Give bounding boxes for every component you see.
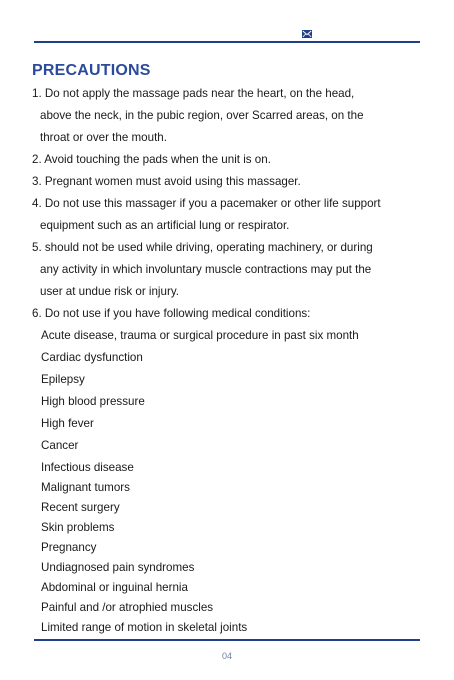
- precaution-6: 6. Do not use if you have following medical conditions:: [32, 307, 311, 320]
- condition-item: Pregnancy: [41, 541, 97, 554]
- condition-item: Skin problems: [41, 521, 115, 534]
- condition-item: Recent surgery: [41, 501, 120, 514]
- condition-item: Cardiac dysfunction: [41, 351, 143, 364]
- precaution-5-line-3: user at undue risk or injury.: [40, 285, 179, 298]
- precaution-2: 2. Avoid touching the pads when the unit is on.: [32, 153, 271, 166]
- precaution-4-line-2: equipment such as an artificial lung or respirator.: [40, 219, 290, 232]
- condition-item: Cancer: [41, 439, 79, 452]
- condition-item: Infectious disease: [41, 461, 134, 474]
- precaution-5-line-2: any activity in which involuntary muscle contractions may put the: [40, 263, 372, 276]
- page-title: PRECAUTIONS: [32, 62, 151, 79]
- precaution-1-line-2: above the neck, in the pubic region, over Scarred areas, on the: [40, 109, 364, 122]
- condition-item: Abdominal or inguinal hernia: [41, 581, 188, 594]
- precaution-1-line-1: 1. Do not apply the massage pads near the heart, on the head,: [32, 87, 355, 100]
- precaution-5-line-1: 5. should not be used while driving, operating machinery, or during: [32, 241, 373, 254]
- page-number: 04: [221, 651, 232, 661]
- condition-item: Limited range of motion in skeletal joints: [41, 621, 248, 634]
- precaution-3: 3. Pregnant women must avoid using this massager.: [32, 175, 301, 188]
- precaution-1-line-3: throat or over the mouth.: [40, 131, 167, 144]
- condition-item: High fever: [41, 417, 94, 430]
- condition-item: Undiagnosed pain syndromes: [41, 561, 195, 574]
- condition-item: Epilepsy: [41, 373, 85, 386]
- condition-item: Acute disease, trauma or surgical procedure in past six month: [41, 329, 359, 342]
- header-divider: [34, 41, 420, 43]
- condition-item: Malignant tumors: [41, 481, 130, 494]
- condition-item: High blood pressure: [41, 395, 145, 408]
- envelope-icon: [302, 30, 312, 38]
- footer-divider: [34, 639, 420, 641]
- precaution-4-line-1: 4. Do not use this massager if you a pacemaker or other life support: [32, 197, 381, 210]
- condition-item: Painful and /or atrophied muscles: [41, 601, 214, 614]
